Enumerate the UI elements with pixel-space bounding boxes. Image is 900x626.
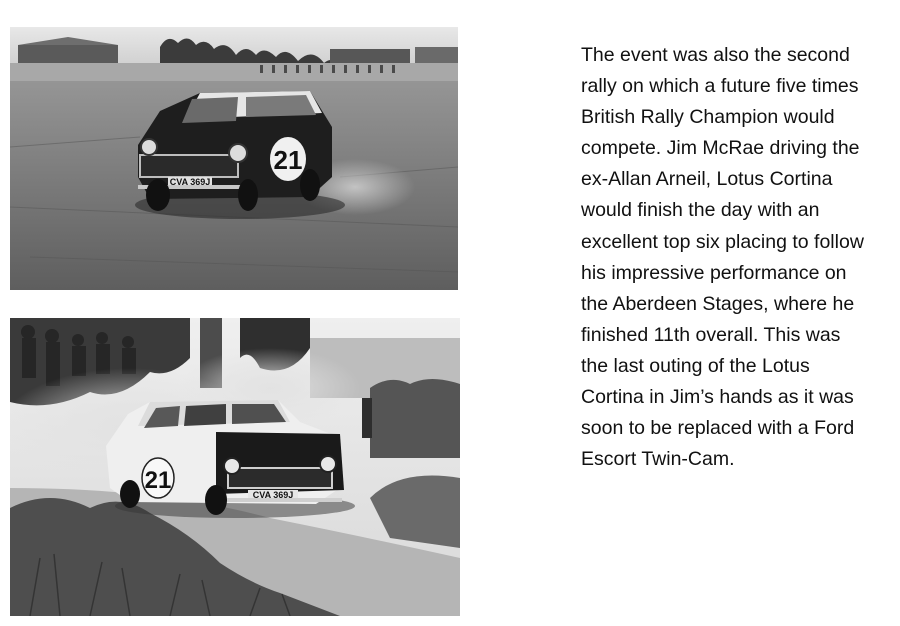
article-line: the Aberdeen Stages, where he [581, 292, 855, 315]
article-line: soon to be replaced with a Ford [581, 417, 855, 440]
article-line: The event was also the second [581, 44, 850, 66]
car-number-bottom: 21 [144, 467, 172, 494]
cortina-car-top [138, 91, 332, 211]
number-plate-bottom: CVA 369J [252, 490, 294, 500]
article-line: compete. Jim McRae driving the [581, 137, 860, 160]
article-line: finished 11th overall. This was [581, 323, 841, 346]
article-line: Cortina in Jim’s hands as it was [581, 386, 854, 409]
rally-photo-top [10, 27, 458, 290]
article-line: rally on which a future five times [581, 75, 859, 98]
article-line: British Rally Champion would [581, 106, 835, 129]
rally-photo-top-image [10, 27, 458, 290]
article-line: would finish the day with an [581, 199, 820, 222]
number-plate-top: CVA 369J [169, 177, 211, 187]
article-line: ex-Allan Arneil, Lotus Cortina [581, 168, 833, 191]
article-line: Escort Twin-Cam. [581, 448, 735, 471]
rally-photo-bottom-image [10, 318, 460, 616]
rally-photo-bottom [10, 318, 460, 616]
article-line: the last outing of the Lotus [581, 354, 810, 377]
article-line: his impressive performance on [581, 261, 847, 284]
article-line: excellent top six placing to follow [581, 230, 864, 253]
article-text [581, 40, 891, 475]
car-number-top: 21 [273, 145, 303, 175]
